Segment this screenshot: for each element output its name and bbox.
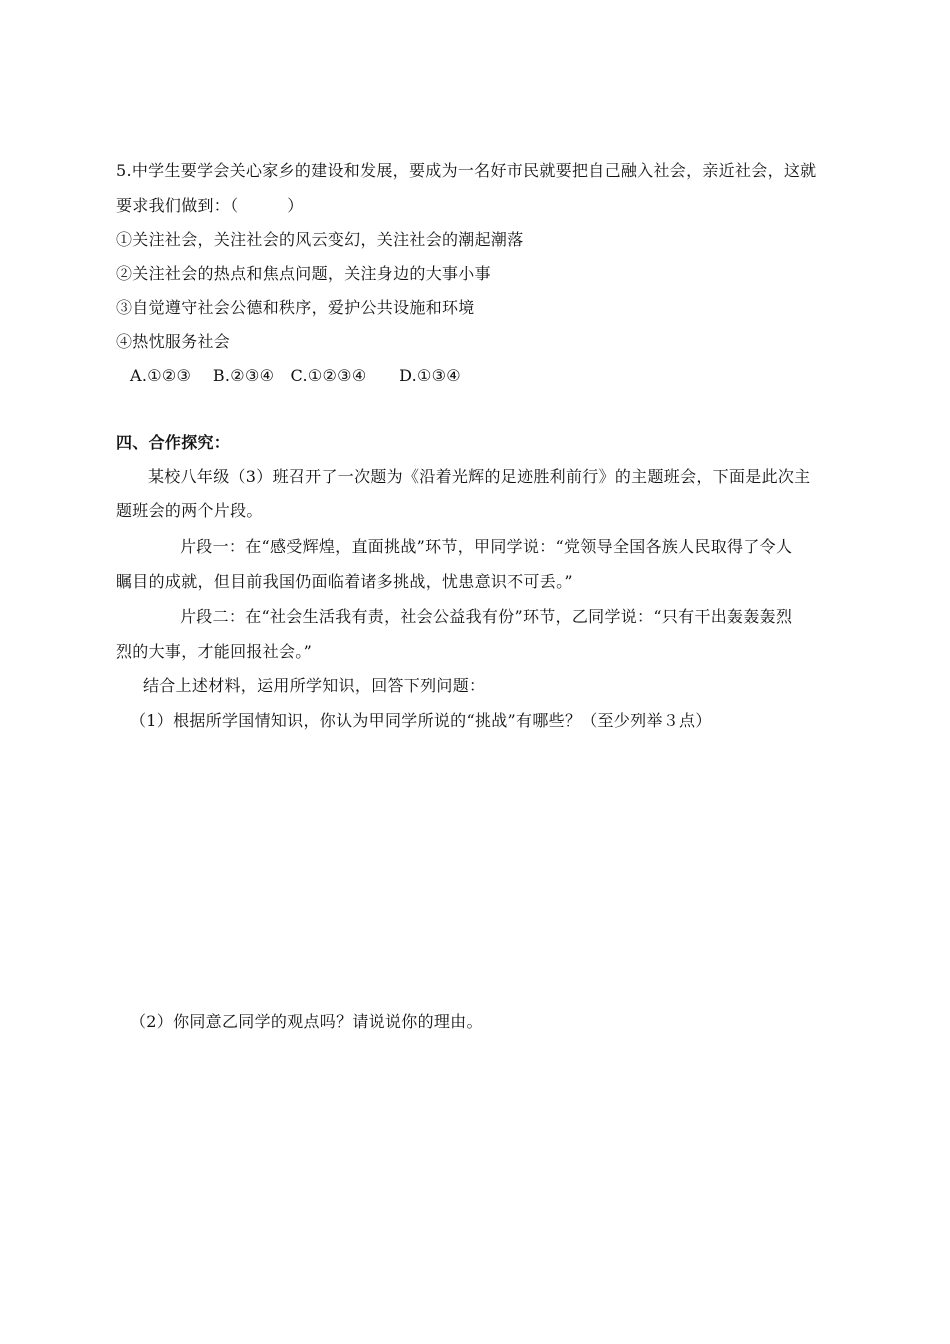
section-heading: 四、合作探究： [116, 433, 231, 452]
question-1: （1）根据所学国情知识，你认为甲同学所说的“挑战”有哪些？（至少列举３点） [130, 711, 712, 730]
fragment-2-line-2: 烈的大事，才能回报社会。” [116, 642, 313, 661]
intro-line-2: 题班会的两个片段。 [116, 501, 263, 520]
statement-4: ④热忱服务社会 [116, 332, 231, 351]
question-2: （2）你同意乙同学的观点吗？请说说你的理由。 [130, 1012, 483, 1031]
instruction: 结合上述材料，运用所学知识，回答下列问题： [143, 676, 486, 695]
fragment-1-line-2: 瞩目的成就，但目前我国仍面临着诸多挑战，忧患意识不可丢。” [116, 572, 573, 591]
statement-1: ①关注社会，关注社会的风云变幻，关注社会的潮起潮落 [116, 230, 524, 249]
statement-3: ③自觉遵守社会公德和秩序，爱护公共设施和环境 [116, 298, 475, 317]
intro-line-1: 某校八年级（3）班召开了一次题为《沿着光辉的足迹胜利前行》的主题班会，下面是此次主 [148, 467, 811, 486]
statement-2: ②关注社会的热点和焦点问题，关注身边的大事小事 [116, 264, 491, 283]
fragment-1-line-1: 片段一：在“感受辉煌，直面挑战”环节，甲同学说：“党领导全国各族人民取得了令人 [180, 537, 793, 556]
answer-options: A.①②③ B.②③④ C.①②③④ D.①③④ [130, 366, 461, 385]
question-5-stem-line-2: 要求我们做到：（ ） [116, 196, 304, 215]
fragment-2-line-1: 片段二：在“社会生活我有责，社会公益我有份”环节，乙同学说：“只有干出轰轰轰烈 [180, 607, 793, 626]
question-5-stem-line-1: 5.中学生要学会关心家乡的建设和发展，要成为一名好市民就要把自己融入社会，亲近社会，这就 [116, 161, 817, 180]
